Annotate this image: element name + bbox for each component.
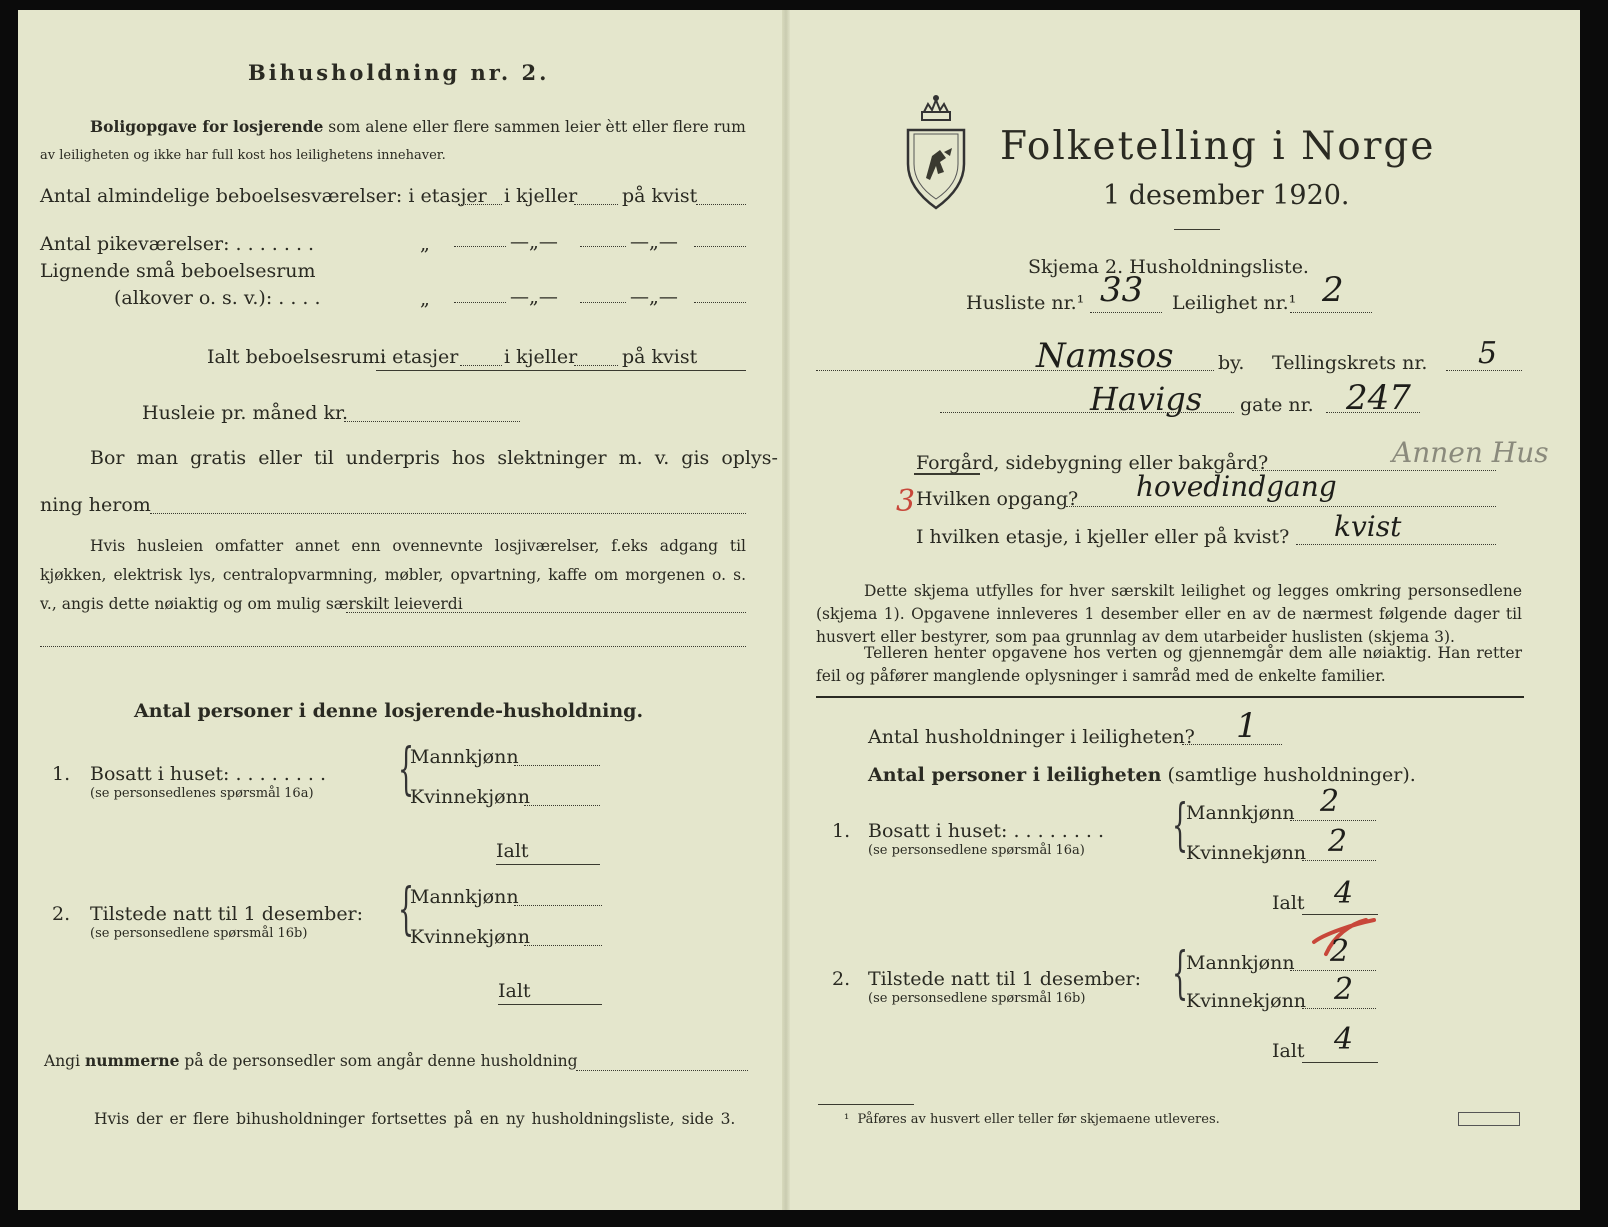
printer-stamp bbox=[1458, 1112, 1520, 1126]
right-q2-label: Tilstede natt til 1 desember: bbox=[868, 968, 1142, 990]
left-q1-mann-field[interactable] bbox=[514, 765, 600, 766]
left-q1-kvinne-field[interactable] bbox=[524, 805, 600, 806]
opgang-field bbox=[1066, 506, 1496, 507]
footnote-text: Påføres av husvert eller teller før skjemaene utleveres. bbox=[857, 1112, 1220, 1127]
left-q1-ialt-field[interactable] bbox=[496, 864, 600, 865]
right-q2-mann-value[interactable]: 2 bbox=[1330, 934, 1350, 969]
left-q2-kvinne-field[interactable] bbox=[524, 945, 602, 946]
forgard-underline-mark bbox=[914, 473, 980, 475]
ialt-etasjer-field[interactable] bbox=[460, 365, 502, 366]
pike-field-3[interactable] bbox=[694, 246, 746, 247]
forgard-value[interactable]: Annen Hus bbox=[1392, 436, 1549, 469]
etasje-field bbox=[1296, 544, 1496, 545]
right-q1-mann-field bbox=[1290, 820, 1376, 821]
rooms-kvist-label: på kvist bbox=[622, 185, 698, 207]
left-intro bbox=[90, 118, 746, 137]
pike-field-1[interactable] bbox=[454, 246, 506, 247]
krets-label: Tellingskrets nr. bbox=[1272, 352, 1428, 374]
angi-bold: nummerne bbox=[84, 1051, 180, 1070]
opgang-mark: 3 bbox=[896, 484, 916, 519]
forgard-label: Forgård, sidebygning eller bakgård? bbox=[916, 452, 1269, 474]
coat-of-arms-icon bbox=[900, 92, 972, 210]
gratis-line-1: Bor man gratis eller til underpris hos slektninger m. v. gis oplys- bbox=[90, 447, 778, 469]
left-q2-number: 2. bbox=[52, 903, 71, 925]
right-q2-mann-field bbox=[1290, 970, 1376, 971]
lign-field-3[interactable] bbox=[694, 302, 746, 303]
persons-bold: Antal personer i leiligheten bbox=[868, 764, 1162, 786]
right-q1-kvinne-field bbox=[1302, 860, 1376, 861]
husleie-label: Husleie pr. måned kr. bbox=[142, 402, 349, 424]
rooms-kjeller-field[interactable] bbox=[574, 204, 618, 205]
angi-rest: på de personsedler som angår denne husholdning bbox=[179, 1052, 578, 1070]
left-intro-line2: av leiligheten og ikke har full kost hos leilighetens innehaver. bbox=[40, 148, 446, 163]
right-q1-kvinne-label: Kvinnekjønn bbox=[1186, 842, 1307, 864]
left-persons-heading: Antal personer i denne losjerende-husholdning. bbox=[134, 700, 644, 722]
right-q1-ialt-label: Ialt bbox=[1272, 892, 1305, 914]
left-q1-label: Bosatt i huset: . . . . . . . . bbox=[90, 763, 327, 785]
rooms-kjeller-label: i kjeller bbox=[504, 185, 578, 207]
lign-ditto-1: „ bbox=[420, 288, 430, 310]
pike-ditto-2: —„— bbox=[510, 231, 558, 253]
krets-value[interactable]: 5 bbox=[1478, 336, 1498, 371]
ialt-kjeller-label: i kjeller bbox=[504, 346, 578, 368]
pike-ditto-3: —„— bbox=[630, 231, 678, 253]
ialt-kjeller-field[interactable] bbox=[574, 365, 618, 366]
ialt-etasjer-label: i etasjer bbox=[380, 346, 459, 368]
info-paragraph-1: Dette skjema utfylles for hver særskilt leilighet og legges omkring personsedlene (skjema 1). Opgavene innleveres 1 desember eller en av de nærmest følgende dager til husvert eller bestyrer, som paa grunnlag av dem utarbeider huslisten (skjema 3). bbox=[816, 582, 1522, 646]
gate-field bbox=[940, 412, 1234, 413]
by-value[interactable]: Namsos bbox=[1036, 336, 1174, 376]
left-footer: Hvis der er flere bihusholdninger fortsettes på en ny husholdningsliste, side 3. bbox=[94, 1110, 736, 1128]
right-q2-kvinne-field bbox=[1302, 1008, 1376, 1009]
left-q2-mann-field[interactable] bbox=[514, 905, 602, 906]
rooms-etasjer-field[interactable] bbox=[458, 204, 502, 205]
by-field bbox=[816, 370, 1214, 371]
right-q1-sub: (se personsedlene spørsmål 16a) bbox=[868, 843, 1085, 858]
lign-ditto-2: —„— bbox=[510, 286, 558, 308]
left-q2-ialt-field[interactable] bbox=[498, 1004, 602, 1005]
right-q2-sub: (se personsedlene spørsmål 16b) bbox=[868, 991, 1086, 1006]
husliste-field bbox=[1090, 312, 1162, 313]
right-q2-kvinne-value[interactable]: 2 bbox=[1334, 972, 1354, 1007]
gratis-field[interactable] bbox=[150, 513, 746, 514]
right-q2-brace: { bbox=[1172, 941, 1189, 1006]
etasje-label: I hvilken etasje, i kjeller eller på kvist? bbox=[916, 526, 1290, 548]
opgang-label: Hvilken opgang? bbox=[916, 488, 1079, 510]
ialt-underline bbox=[376, 370, 746, 371]
right-q2-number: 2. bbox=[832, 968, 851, 990]
intro-bold: Boligopgave for losjerende bbox=[90, 117, 324, 136]
rooms-label: Antal almindelige beboelsesværelser: i etasjer bbox=[40, 185, 487, 207]
ialt-rooms-label: Ialt beboelsesrum: bbox=[207, 346, 387, 368]
title-rule bbox=[1174, 229, 1220, 230]
right-q1-kvinne-value[interactable]: 2 bbox=[1328, 824, 1348, 859]
right-q1-mann-value[interactable]: 2 bbox=[1320, 784, 1340, 819]
left-q2-mann-label: Mannkjønn bbox=[410, 886, 519, 908]
gratis-line-2: ning herom bbox=[40, 494, 151, 516]
leilighet-label: Leilighet nr.¹ bbox=[1172, 292, 1297, 314]
right-q2-ialt-value[interactable]: 4 bbox=[1334, 1022, 1354, 1057]
leilighet-field bbox=[1290, 312, 1372, 313]
gate-nr-field bbox=[1326, 412, 1420, 413]
left-q2-kvinne-label: Kvinnekjønn bbox=[410, 926, 531, 948]
right-q2-ialt-field bbox=[1302, 1062, 1378, 1063]
footnote-mark: ¹ bbox=[844, 1112, 850, 1127]
angi-pre: Angi bbox=[44, 1052, 85, 1070]
extra-paragraph: Hvis husleien omfatter annet enn ovennevnte losjiværelser, f.eks adgang til kjøkken, elektrisk lys, centralopvarmning, møbler, opvartning, kaffe om morgenen o. s. v., angis dette nøiaktig og om mulig særskilt leieverdi bbox=[40, 537, 746, 613]
antal-hush-label: Antal husholdninger i leiligheten? bbox=[868, 726, 1195, 748]
lign-label-2: (alkover o. s. v.): . . . . bbox=[114, 287, 321, 309]
skjema-label: Skjema 2. Husholdningsliste. bbox=[1028, 256, 1309, 278]
ialt-kvist-label: på kvist bbox=[622, 346, 698, 368]
left-q2-label: Tilstede natt til 1 desember: bbox=[90, 903, 364, 925]
persons-rest: (samtlige husholdninger). bbox=[1161, 764, 1416, 786]
krets-field bbox=[1446, 370, 1522, 371]
husliste-label: Husliste nr.¹ bbox=[966, 292, 1085, 314]
right-q2-mann-label: Mannkjønn bbox=[1186, 952, 1295, 974]
right-q2-kvinne-label: Kvinnekjønn bbox=[1186, 990, 1307, 1012]
left-q2-ialt-label: Ialt bbox=[498, 980, 531, 1002]
section-divider bbox=[816, 696, 1524, 698]
left-q1-mann-label: Mannkjønn bbox=[410, 746, 519, 768]
rooms-kvist-field[interactable] bbox=[696, 204, 746, 205]
pike-field-2[interactable] bbox=[580, 246, 626, 247]
leilighet-value[interactable]: 2 bbox=[1322, 270, 1344, 310]
info-paragraph-2: Telleren henter opgavene hos verten og gjennemgår dem alle nøiaktig. Han retter feil og påfører manglende oplysninger i samråd med de enkelte familier. bbox=[816, 644, 1522, 685]
left-q2-sub: (se personsedlene spørsmål 16b) bbox=[90, 926, 308, 941]
right-title: Folketelling i Norge bbox=[1000, 124, 1436, 169]
angi-line bbox=[44, 1052, 578, 1071]
lign-label-1: Lignende små beboelsesrum bbox=[40, 260, 316, 282]
right-q1-label: Bosatt i huset: . . . . . . . . bbox=[868, 820, 1105, 842]
opgang-value[interactable]: hovedindgang bbox=[1136, 470, 1337, 503]
right-q1-brace: { bbox=[1172, 793, 1189, 858]
footnote-rule bbox=[818, 1104, 914, 1105]
husliste-value[interactable]: 33 bbox=[1100, 270, 1144, 310]
left-q1-sub: (se personsedlenes spørsmål 16a) bbox=[90, 786, 314, 801]
right-q1-ialt-value[interactable]: 4 bbox=[1334, 876, 1354, 911]
page-fold bbox=[782, 10, 790, 1210]
footnote bbox=[844, 1112, 1220, 1128]
angi-field[interactable] bbox=[576, 1070, 748, 1071]
left-q1-ialt-label: Ialt bbox=[496, 840, 529, 862]
left-q2-brace: { bbox=[398, 877, 415, 942]
right-date: 1 desember 1920. bbox=[1103, 180, 1350, 211]
left-q1-brace: { bbox=[398, 737, 415, 802]
left-q1-number: 1. bbox=[52, 763, 71, 785]
lign-field-2[interactable] bbox=[580, 302, 626, 303]
left-title: Bihusholdning nr. 2. bbox=[248, 60, 550, 85]
right-q1-number: 1. bbox=[832, 820, 851, 842]
antal-hush-field bbox=[1182, 744, 1282, 745]
intro-rest: som alene eller flere sammen leier ètt eller flere rum bbox=[323, 118, 746, 136]
pike-label: Antal pikeværelser: . . . . . . . bbox=[40, 233, 315, 255]
gate-nr-value[interactable]: 247 bbox=[1346, 378, 1411, 418]
husleie-field[interactable] bbox=[344, 421, 520, 422]
gate-value[interactable]: Havigs bbox=[1090, 380, 1203, 418]
gate-label: gate nr. bbox=[1240, 394, 1314, 416]
lign-field-1[interactable] bbox=[454, 302, 506, 303]
by-label: by. bbox=[1218, 352, 1245, 374]
etasje-value[interactable]: kvist bbox=[1334, 510, 1402, 543]
left-q1-kvinne-label: Kvinnekjønn bbox=[410, 786, 531, 808]
pike-ditto-1: „ bbox=[420, 233, 430, 255]
right-q2-ialt-label: Ialt bbox=[1272, 1040, 1305, 1062]
lign-ditto-3: —„— bbox=[630, 286, 678, 308]
extra-field-line-2[interactable] bbox=[40, 646, 746, 647]
right-q1-mann-label: Mannkjønn bbox=[1186, 802, 1295, 824]
antal-hush-value[interactable]: 1 bbox=[1236, 706, 1258, 746]
extra-field[interactable] bbox=[346, 612, 746, 613]
